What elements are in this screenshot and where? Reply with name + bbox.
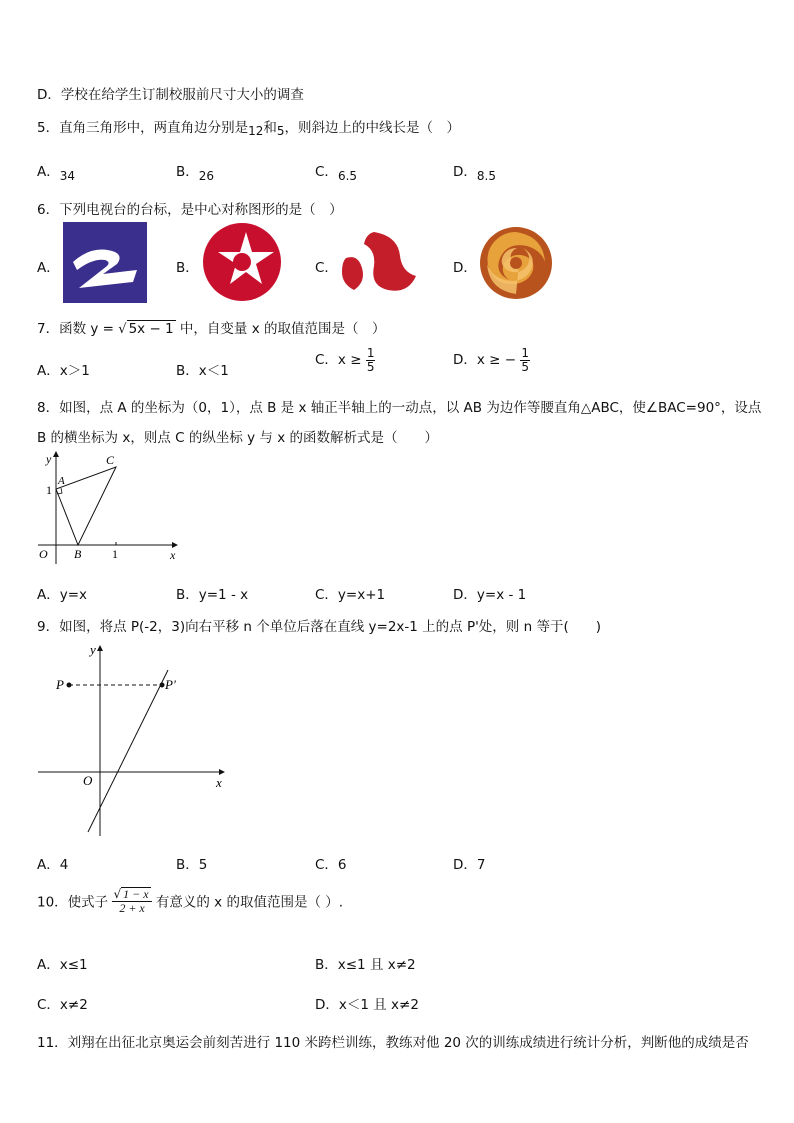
q11-stem: 11．刘翔在出征北京奥运会前刻苦进行 110 米跨栏训练，教练对他 20 次的训练成绩进行统计分析，判断他的成绩是否 <box>37 1035 749 1051</box>
q9-label-x: x <box>216 775 222 790</box>
q6-label-b: B． <box>176 260 199 276</box>
q8-option-d: D．y=x - 1 <box>453 587 527 603</box>
q5-option-a: A．34 <box>37 164 76 183</box>
q8-label-one-x: 1 <box>112 547 118 561</box>
q5-stem-a: 5．直角三角形中，两直角边分别是 <box>37 120 249 136</box>
q5-option-b: B．26 <box>176 164 215 183</box>
q5-stem-b: ，则斜边上的中线长是（ ） <box>284 120 461 136</box>
q6-label-c: C． <box>315 260 338 276</box>
q7-option-b: B．x＜1 <box>176 363 229 379</box>
q8-figure <box>34 448 184 568</box>
q10-option-c: C．x≠2 <box>37 997 88 1013</box>
tv-logo-c-icon <box>340 228 424 298</box>
q9-point-p <box>67 683 72 688</box>
q7-option-a: A．x＞1 <box>37 363 90 379</box>
q7-radicand: 5x − 1 <box>128 321 174 337</box>
q5-n1: 12 <box>248 124 264 138</box>
q8-line1: 8．如图，点 A 的坐标为（0，1），点 B 是 x 轴正半轴上的一动点，以 AB 为边作等腰直角△ABC，使∠BAC=90°，设点 <box>37 400 762 416</box>
q8-option-c: C．y=x+1 <box>315 587 386 603</box>
q8-label-o: O <box>39 547 48 561</box>
tv-logo-b-icon <box>202 222 282 302</box>
q10-option-a: A．x≤1 <box>37 957 88 973</box>
q9-label-o: O <box>83 773 93 788</box>
q6-label-a: A． <box>37 260 60 276</box>
q9-option-d: D．7 <box>453 857 486 873</box>
q7-option-d: D．x ≥ − $\frac{1}{5}$ <box>453 346 530 374</box>
q5-n2: 5 <box>276 124 285 138</box>
q8-label-one-y: 1 <box>46 483 52 497</box>
q6-stem: 6．下列电视台的台标，是中心对称图形的是（ ） <box>37 202 343 218</box>
q9-option-b: B．5 <box>176 857 208 873</box>
q8-label-c: C <box>106 453 115 467</box>
q10-stem-a: 10．使式子 <box>37 894 109 911</box>
q6-label-d: D． <box>453 260 477 276</box>
q9-option-a: A．4 <box>37 857 69 873</box>
q9-label-p: P <box>56 677 64 692</box>
q5-option-c: C．6.5 <box>315 164 358 183</box>
q10-fraction: $\frac{√ 1 - x}{2 + x}$ <box>112 887 151 914</box>
q5-option-d: D．8.5 <box>453 164 496 183</box>
q7-stem: 7．函数 y = √ 5x − 1 中，自变量 x 的取值范围是（ ） <box>37 321 386 337</box>
q8-line2: B 的横坐标为 x，则点 C 的纵坐标 y 与 x 的函数解析式是（ ） <box>37 430 438 446</box>
q4-option-d: D．学校在给学生订制校服前尺寸大小的调查 <box>37 87 304 103</box>
q9-figure <box>36 640 236 840</box>
q10-stem-b: 有意义的 x 的取值范围是（ ）. <box>155 894 344 911</box>
tv-logo-d-icon <box>479 224 553 302</box>
q8-label-b: B <box>74 547 82 561</box>
q9-point-p2 <box>160 683 165 688</box>
q7-option-c: C．x ≥ $\frac{1}{5}$ <box>315 346 375 374</box>
q8-option-b: B．y=1 - x <box>176 587 249 603</box>
tv-logo-a-icon <box>63 222 147 303</box>
q5-stem <box>37 116 460 136</box>
q8-option-a: A．y=x <box>37 587 88 603</box>
q10-option-d: D．x＜1 且 x≠2 <box>315 997 419 1013</box>
q8-label-x: x <box>170 548 176 562</box>
q9-option-c: C．6 <box>315 857 347 873</box>
q9-label-y: y <box>90 642 96 657</box>
q8-label-a: A <box>58 475 65 487</box>
q9-label-p2: P' <box>165 677 176 692</box>
q5-mid: 和 <box>263 120 277 136</box>
q7-stem-b: 中，自变量 x 的取值范围是（ ） <box>175 321 386 337</box>
q7-stem-a: 7．函数 y = <box>37 321 114 337</box>
q10-option-b: B．x≤1 且 x≠2 <box>315 957 416 973</box>
q10-stem <box>37 887 343 914</box>
q9-stem: 9．如图，将点 P(-2，3)向右平移 n 个单位后落在直线 y=2x-1 上的点 P'处，则 n 等于( ) <box>37 619 601 635</box>
q8-label-y: y <box>46 452 52 466</box>
q8-triangle <box>56 467 116 545</box>
